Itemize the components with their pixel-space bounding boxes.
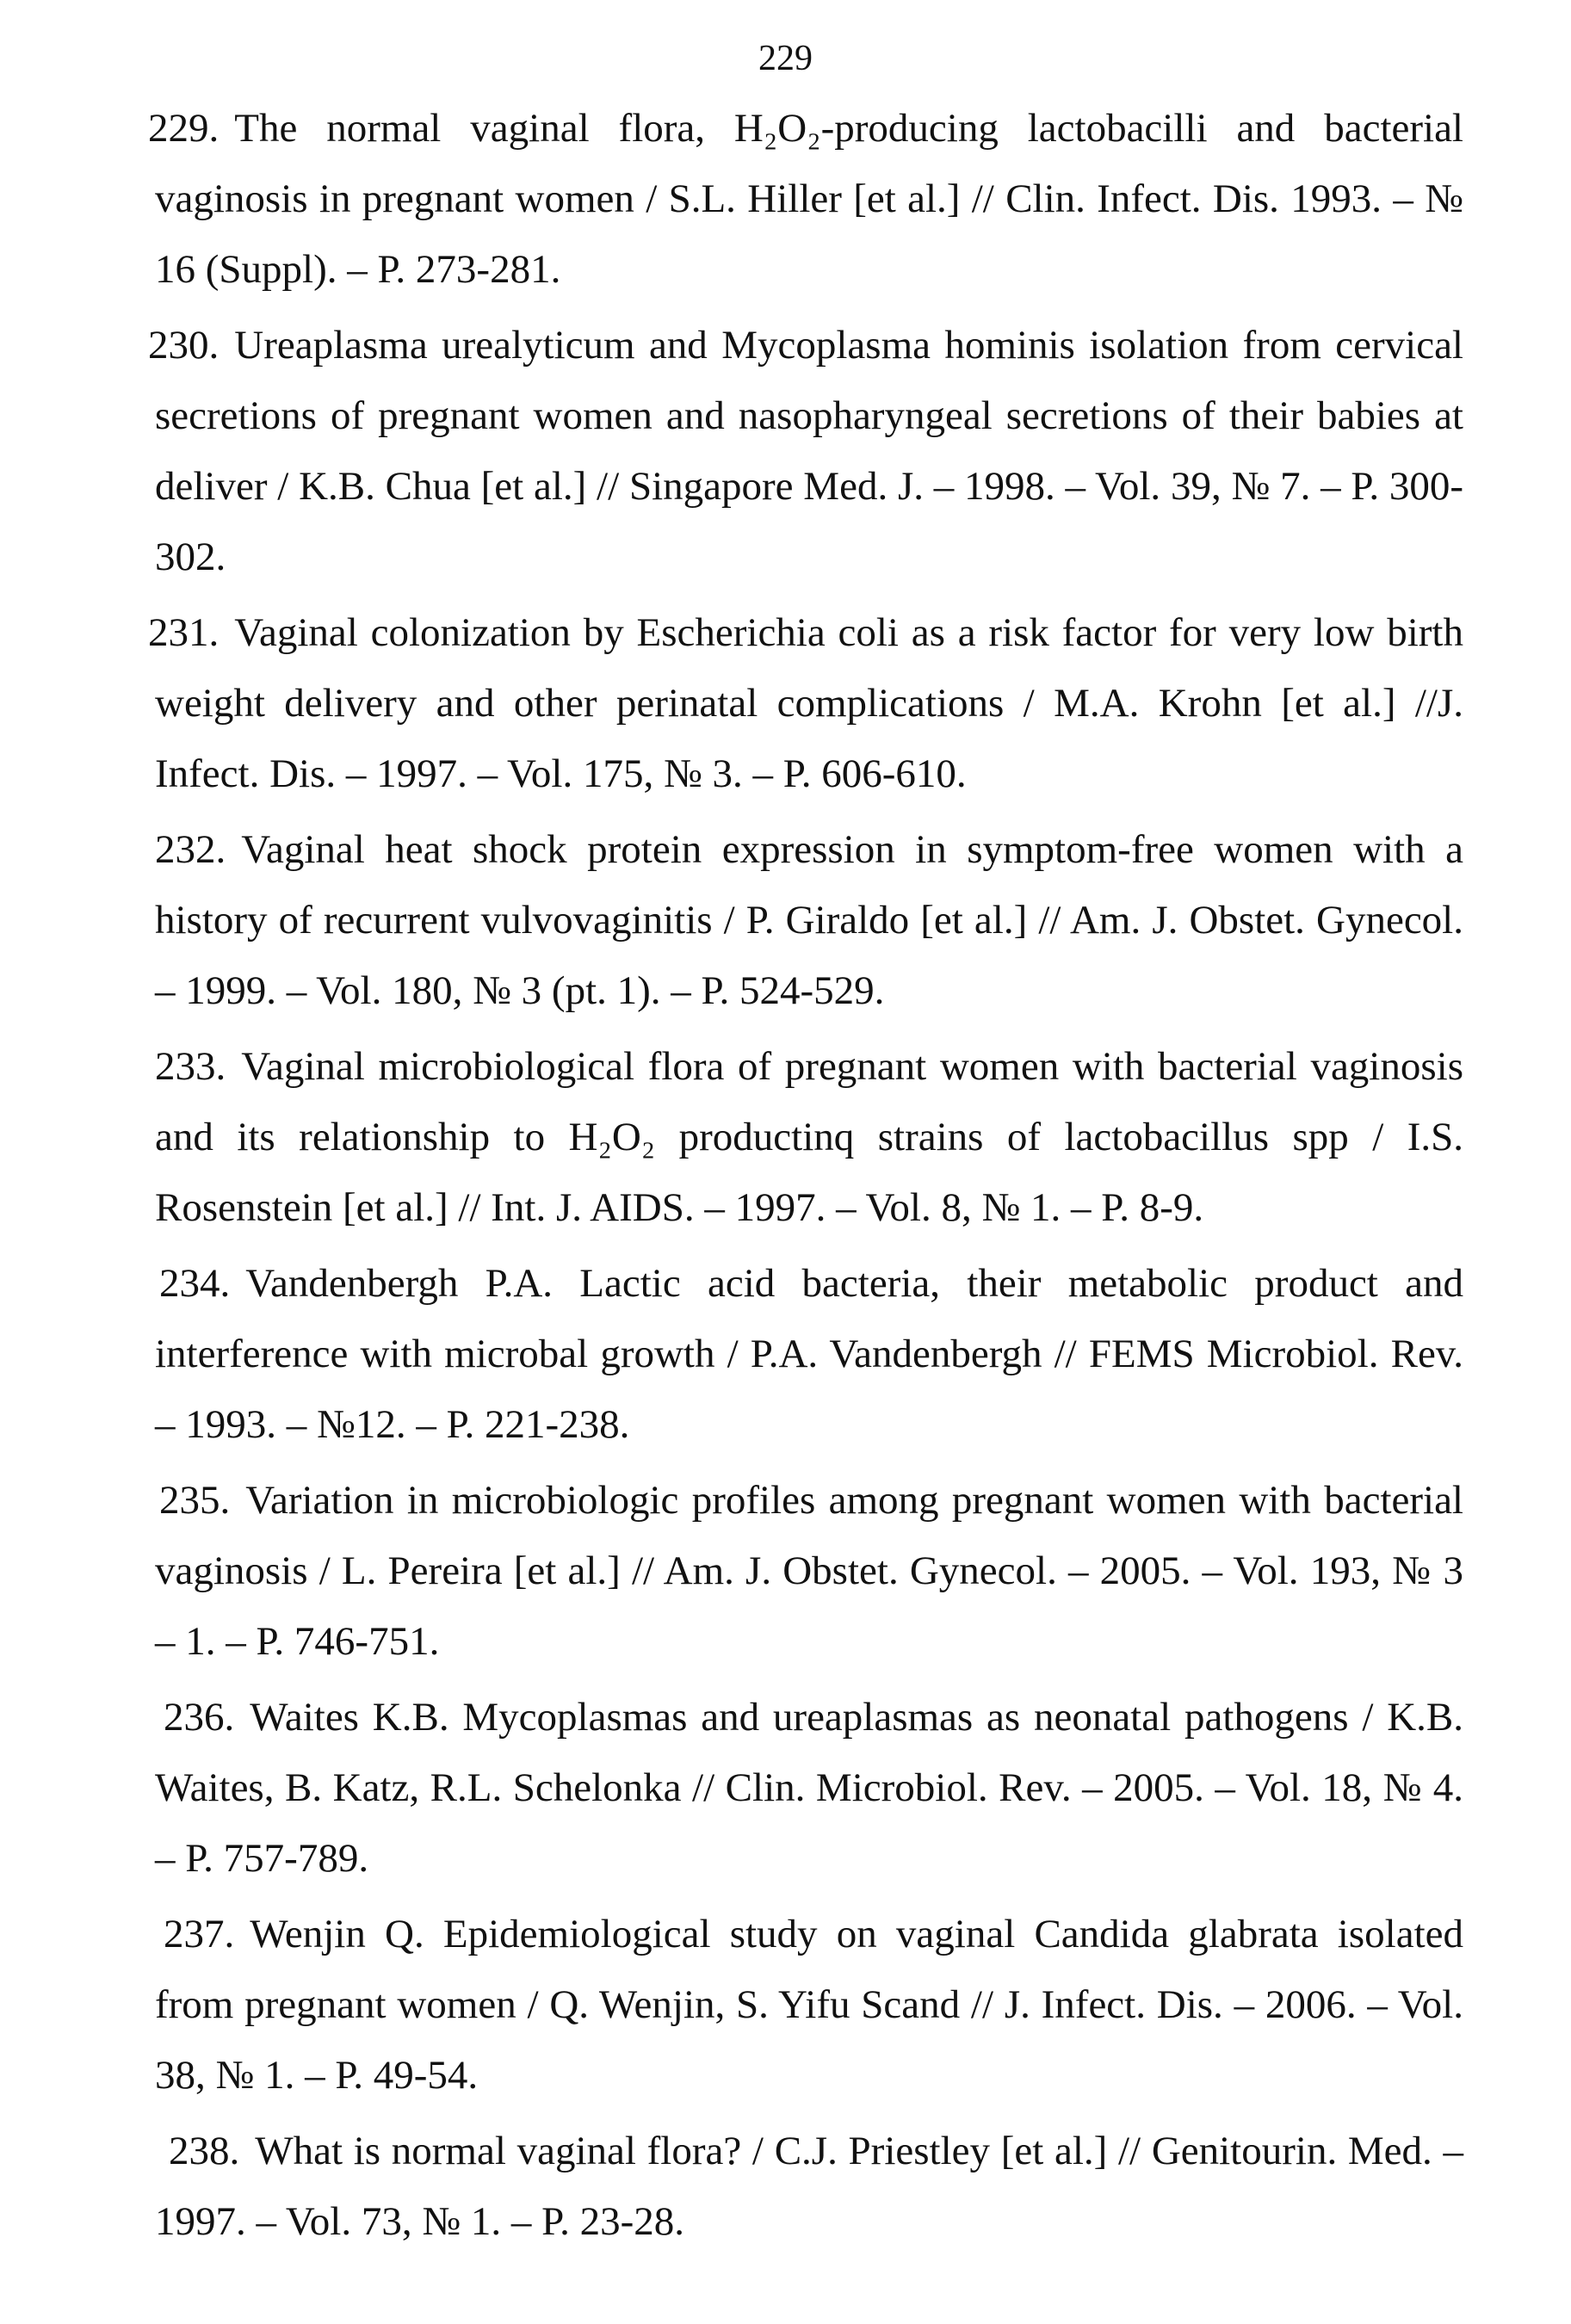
reference-item — [148, 310, 1463, 592]
reference-number: 232. — [155, 827, 226, 872]
reference-number: 236. — [164, 1695, 235, 1740]
reference-text: The normal vaginal flora, H₂O₂-producing lactobacilli and bacterial vaginosis in pregnant women / S.L. Hiller [et al.] // Clin. Infect. Dis. 1993. – № 16 (Suppl). – P. 273-281. — [155, 106, 1463, 292]
reference-number: 234. — [159, 1261, 231, 1306]
reference-item — [155, 1465, 1463, 1677]
reference-item — [155, 1031, 1463, 1243]
reference-item — [148, 597, 1463, 809]
reference-number: 233. — [155, 1044, 226, 1089]
reference-item — [155, 2116, 1463, 2257]
reference-number: 235. — [159, 1478, 231, 1523]
reference-number: 237. — [164, 1912, 235, 1956]
reference-number: 238. — [169, 2129, 240, 2173]
reference-text: Vaginal microbiological flora of pregnant women with bacterial vaginosis and its relationship to H₂O₂ productinq strains of lactobacillus spp / I.S. Rosenstein [et al.] // Int. J. AIDS. – 1997. – Vol. 8, № 1. – P. 8-9. — [155, 1044, 1463, 1230]
reference-item — [155, 814, 1463, 1026]
reference-text: Vandenbergh P.A. Lactic acid bacteria, their metabolic product and interference with microbal growth / P.A. Vandenbergh // FEMS Microbiol. Rev. – 1993. – №12. – P. 221-238. — [155, 1261, 1463, 1447]
reference-text: Variation in microbiologic profiles among pregnant women with bacterial vaginosis / L. Pereira [et al.] // Am. J. Obstet. Gynecol. – 2005. – Vol. 193, № 3 – 1. – P. 746-751. — [155, 1478, 1463, 1664]
reference-item — [148, 93, 1463, 305]
reference-text: Waites K.B. Mycoplasmas and ureaplasmas as neonatal pathogens / K.B. Waites, B. Katz, R.L. Schelonka // Clin. Microbiol. Rev. – 2005. – Vol. 18, № 4. – P. 757-789. — [155, 1695, 1463, 1881]
reference-number: 229. — [148, 106, 220, 151]
reference-number: 230. — [148, 323, 220, 368]
reference-text: Vaginal heat shock protein expression in symptom-free women with a history of recurrent vulvovaginitis / P. Giraldo [et al.] // Am. J. Obstet. Gynecol. – 1999. – Vol. 180, № 3 (pt. 1). – P. 524-529. — [155, 827, 1463, 1013]
page-number: 229 — [758, 39, 813, 78]
reference-text: Ureaplasma urealyticum and Mycoplasma hominis isolation from cervical secretions of pregnant women and nasopharyngeal secretions of their babies at deliver / K.B. Chua [et al.] // Singapore Med. J. – 1998. – Vol. 39, № 7. – P. 300-302. — [155, 323, 1463, 579]
reference-item — [155, 1248, 1463, 1460]
reference-number: 231. — [148, 610, 220, 655]
reference-text: What is normal vaginal flora? / C.J. Priestley [et al.] // Genitourin. Med. – 1997. – Vol. 73, № 1. – P. 23-28. — [155, 2129, 1463, 2244]
reference-list — [148, 93, 1463, 2262]
reference-text: Wenjin Q. Epidemiological study on vaginal Candida glabrata isolated from pregnant women / Q. Wenjin, S. Yifu Scand // J. Infect. Dis. – 2006. – Vol. 38, № 1. – P. 49-54. — [155, 1912, 1463, 2098]
reference-text: Vaginal colonization by Escherichia coli as a risk factor for very low birth weight delivery and other perinatal complications / M.A. Krohn [et al.] //J. Infect. Dis. – 1997. – Vol. 175, № 3. – P. 606-610. — [155, 610, 1463, 796]
reference-item — [155, 1899, 1463, 2111]
reference-item — [155, 1682, 1463, 1894]
